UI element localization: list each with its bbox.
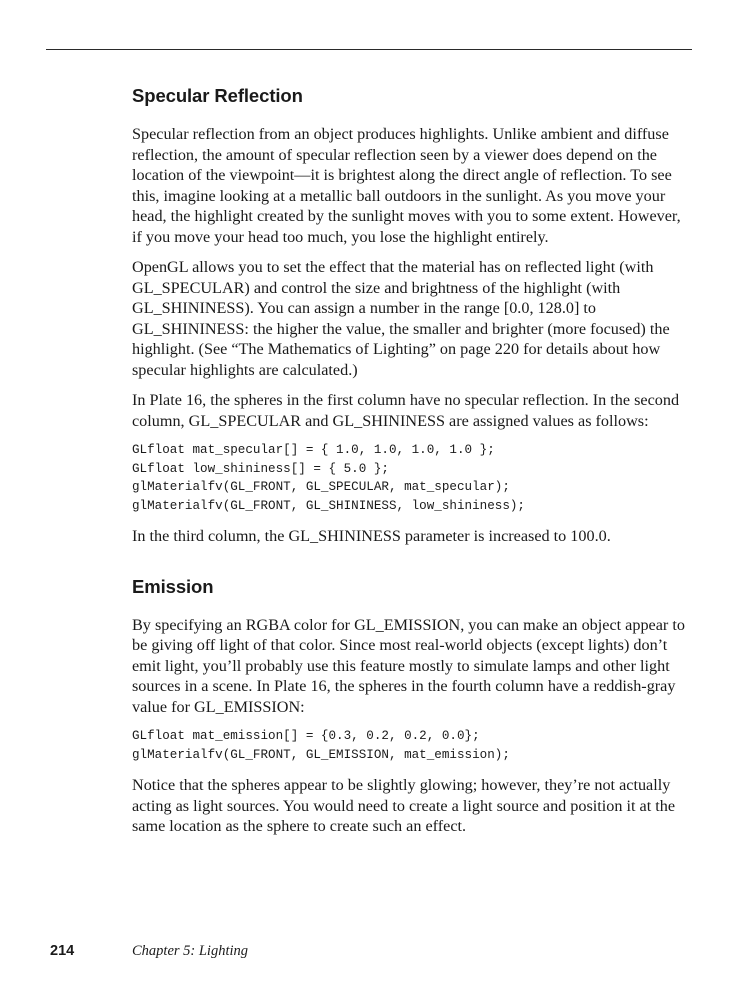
paragraph: In Plate 16, the spheres in the first column have no specular reflection. In the second column, GL_SPECULAR and GL_SHININESS are assigned values as follows: xyxy=(132,391,680,430)
page-footer xyxy=(50,943,690,963)
code-block-emission xyxy=(132,727,692,764)
code-line: GLfloat mat_emission[] = {0.3, 0.2, 0.2, 0.0}; xyxy=(132,729,480,743)
top-rule xyxy=(46,49,692,50)
paragraph: In the third column, the GL_SHININESS parameter is increased to 100.0. xyxy=(132,527,611,545)
paragraph: Specular reflection from an object produces highlights. Unlike ambient and diffuse reflection, the amount of specular reflection seen by a viewer does depend on the location of the viewpoint—it is brightest along the direct angle of reflection. To see this, imagine looking at a metallic ball outdoors in the sunlight. As you move your head, the highlight created by the sunlight moves with you to some extent. However, if you move your head too much, you lose the highlight entirely. xyxy=(132,125,681,246)
section-heading-specular: Specular Reflection xyxy=(132,85,303,106)
page-body xyxy=(132,84,692,847)
section-heading-emission: Emission xyxy=(132,575,214,597)
code-line: GLfloat low_shininess[] = { 5.0 }; xyxy=(132,461,389,476)
code-block-specular xyxy=(132,441,692,515)
running-footer: Chapter 5: Lighting xyxy=(132,943,249,959)
paragraph: OpenGL allows you to set the effect that the material has on reflected light (with GL_SPECULAR) and control the size and brightness of the highlight (with GL_SHININESS). You can assign a number in the range [0.0, 128.0] to GL_SHININESS: the higher the value, the smaller and brighter (more focused) the highlight. (See “The Mathematics of Lighting” on page 220 for details about how specular highlights are calculated.) xyxy=(132,258,670,379)
paragraph: By specifying an RGBA color for GL_EMISSION, you can make an object appear to be giving off light of that color. Since most real-world objects (except lights) don’t emit light, you’ll probably use this feature mostly to simulate lamps and other light sources in a scene. In Plate 16, the spheres in the fourth column have a reddish-gray value for GL_EMISSION: xyxy=(132,615,685,716)
paragraph: Notice that the spheres appear to be slightly glowing; however, they’re not actually acting as light sources. You would need to create a light source and position it at the same location as the sphere to create such an effect. xyxy=(132,776,676,835)
code-line: glMaterialfv(GL_FRONT, GL_SPECULAR, mat_specular); xyxy=(132,480,510,494)
code-line: glMaterialfv(GL_FRONT, GL_EMISSION, mat_emission); xyxy=(132,747,510,762)
code-line: GLfloat mat_specular[] = { 1.0, 1.0, 1.0, 1.0 }; xyxy=(132,443,495,457)
page-number: 214 xyxy=(50,943,75,959)
code-line: glMaterialfv(GL_FRONT, GL_SHININESS, low_shininess); xyxy=(132,498,525,513)
